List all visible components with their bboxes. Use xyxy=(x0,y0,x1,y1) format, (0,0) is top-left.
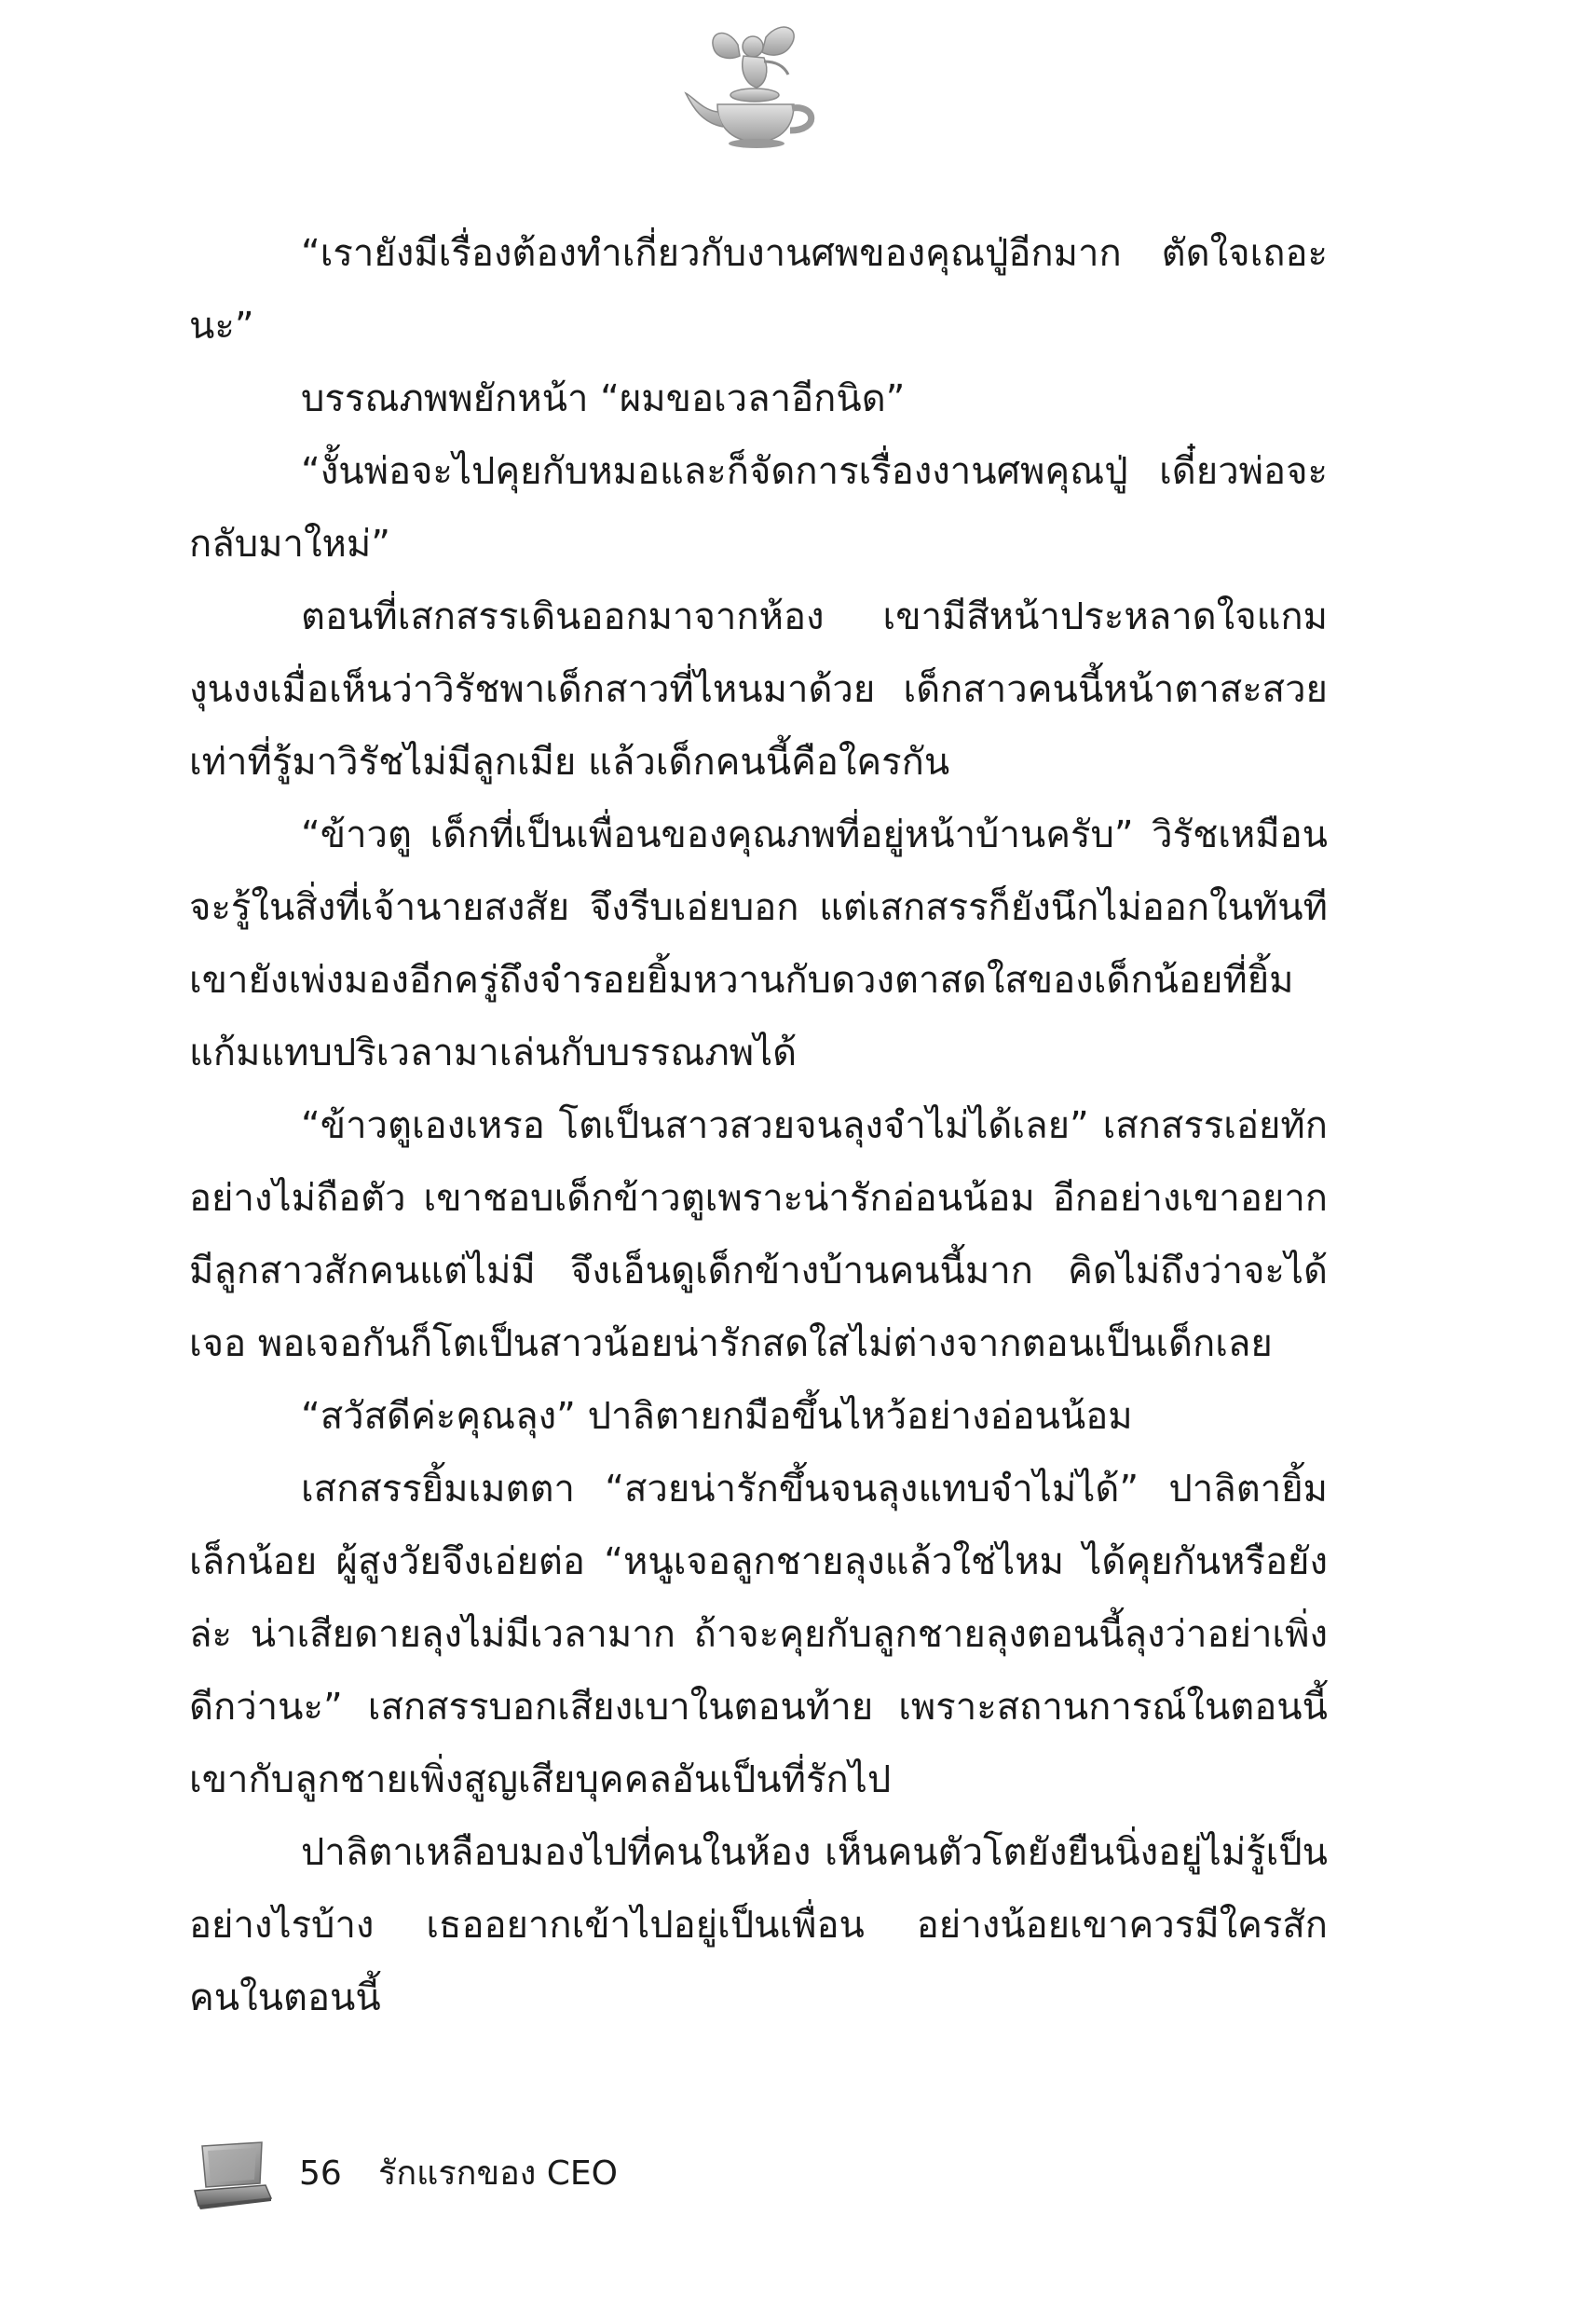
paragraph: “งั้นพ่อจะไปคุยกับหมอและก็จัดการเรื่องงานศพคุณปู่ เดี๋ยวพ่อจะกลับมาใหม่” xyxy=(189,450,1328,566)
cupid-teapot-ornament-icon xyxy=(680,19,829,158)
page-body xyxy=(189,217,1328,2034)
paragraph: “ข้าวตู เด็กที่เป็นเพื่อนของคุณภพที่อยู่หน้าบ้านครับ” วิรัชเหมือนจะรู้ในสิ่งที่เจ้านายสงสัย จึงรีบเอ่ยบอก แต่เสกสรรก็ยังนึกไม่ออกในทันที เขายังเพ่งมองอีกครู่ถึงจำรอยยิ้มหวานกับดวงตาสดใสของเด็กน้อยที่ยิ้มแก้มแทบปริเวลามาเล่นกับบรรณภพได้ xyxy=(189,814,1328,1074)
paragraph: บรรณภพพยักหน้า “ผมขอเวลาอีกนิด” xyxy=(301,377,906,420)
page-footer xyxy=(189,2139,748,2213)
laptop-icon xyxy=(189,2139,273,2213)
paragraph: ตอนที่เสกสรรเดินออกมาจากห้อง เขามีสีหน้าประหลาดใจแกมงุนงงเมื่อเห็นว่าวิรัชพาเด็กสาวที่ไหนมาด้วย เด็กสาวคนนี้หน้าตาสะสวย เท่าที่รู้มาวิรัชไม่มีลูกเมีย แล้วเด็กคนนี้คือใครกัน xyxy=(189,595,1328,784)
paragraph: เสกสรรยิ้มเมตตา “สวยน่ารักขึ้นจนลุงแทบจำไม่ได้” ปาลิตายิ้มเล็กน้อย ผู้สูงวัยจึงเอ่ยต่อ “หนูเจอลูกชายลุงแล้วใช่ไหม ได้คุยกันหรือยังล่ะ น่าเสียดายลุงไม่มีเวลามาก ถ้าจะคุยกับลูกชายลุงตอนนี้ลุงว่าอย่าเพิ่งดีกว่านะ” เสกสรรบอกเสียงเบาในตอนท้าย เพราะสถานการณ์ในตอนนี้เขากับลูกชายเพิ่งสูญเสียบุคคลอันเป็นที่รักไป xyxy=(189,1468,1328,1801)
paragraph: ปาลิตาเหลือบมองไปที่คนในห้อง เห็นคนตัวโตยังยืนนิ่งอยู่ไม่รู้เป็นอย่างไรบ้าง เธออยากเข้าไปอยู่เป็นเพื่อน อย่างน้อยเขาควรมีใครสักคนในตอนนี้ xyxy=(189,1831,1328,2019)
paragraph: “สวัสดีค่ะคุณลุง” ปาลิตายกมือขึ้นไหว้อย่างอ่อนน้อม xyxy=(301,1395,1133,1438)
book-title: รักแรกของ CEO xyxy=(378,2154,618,2193)
paragraph: “เรายังมีเรื่องต้องทำเกี่ยวกับงานศพของคุณปู่อีกมาก ตัดใจเถอะนะ” xyxy=(189,232,1328,348)
page-number: 56 xyxy=(299,2154,342,2193)
paragraph: “ข้าวตูเองเหรอ โตเป็นสาวสวยจนลุงจำไม่ได้เลย” เสกสรรเอ่ยทักอย่างไม่ถือตัว เขาชอบเด็กข้าวตูเพราะน่ารักอ่อนน้อม อีกอย่างเขาอยากมีลูกสาวสักคนแต่ไม่มี จึงเอ็นดูเด็กข้างบ้านคนนี้มาก คิดไม่ถึงว่าจะได้เจอ พอเจอกันก็โตเป็นสาวน้อยน่ารักสดใสไม่ต่างจากตอนเป็นเด็กเลย xyxy=(189,1104,1328,1365)
